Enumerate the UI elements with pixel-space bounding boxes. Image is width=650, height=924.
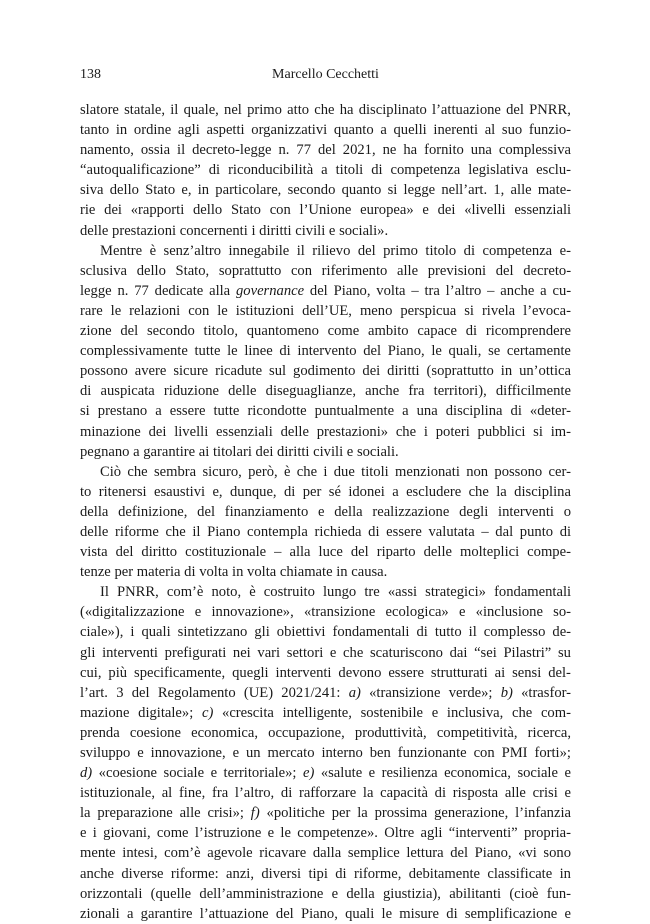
text-line: slatore statale, il quale, nel primo atto che ha disciplinato l’attuazione del PNRR, [80, 102, 571, 118]
body-text [80, 100, 571, 924]
text-line: cui, più specificamente, quegli interventi devono essere strutturati ai sensi del- [80, 664, 571, 681]
text-line: gli interventi prefigurati nei vari settori e che scaturiscono dai “sei Pilastri” su [80, 644, 571, 661]
text-line: di auspicata riduzione delle diseguaglianze, anche fra territori), difficilmente [80, 383, 571, 400]
text-line: ciale»), i quali sintetizzano gli obiettivi fondamentali di tutto il complesso de- [80, 624, 572, 641]
text-line: sviluppo e innovazione, e un mercato interno ben funzionante con PMI forti»; [80, 745, 571, 761]
text-line: mazione digitale»; c) «crescita intelligente, sostenibile e inclusiva, che com- [80, 704, 571, 721]
text-line: sclusiva dello Stato, soprattutto con riferimento alle previsioni del decreto- [80, 262, 572, 279]
paragraph [80, 462, 571, 583]
text-line: delle riforme che il Piano contempla richieda di essere valutata – dal punto di [80, 523, 572, 540]
text-line: Il PNRR, com’è noto, è costruito lungo tre «assi strategici» fondamentali [100, 584, 572, 601]
text-line: siva dello Stato e, in particolare, secondo quanto si legge nell’art. 1, alle mate- [80, 182, 572, 199]
text-line: rare le relazioni con le istituzioni dell’UE, meno perspicua si rivela l’evoca- [80, 302, 571, 319]
text-line: si prestano a essere tutte ricondotte puntualmente a una disciplina di «deter- [80, 403, 571, 420]
text-line: delle prestazioni concernenti i diritti civili e sociali». [80, 222, 389, 239]
text-line: zione del secondo titolo, quantomeno come ambito capace di ricomprendere [80, 323, 571, 340]
text-line: Mentre è senz’altro innegabile il rilievo del primo titolo di competenza e- [100, 242, 571, 259]
paragraph [80, 241, 571, 462]
text-line: l’art. 3 del Regolamento (UE) 2021/241: a) «transizione verde»; b) «trasfor- [80, 684, 572, 701]
text-line: namento, ossia il decreto-legge n. 77 del 2021, ne ha fornito una complessiva [80, 142, 571, 159]
text-line: minazione dei livelli essenziali delle prestazioni» che i poteri pubblici si im- [80, 423, 571, 440]
running-head-author: Marcello Cecchetti [272, 67, 379, 82]
text-line: anche diverse riforme: anzi, diversi tipi di riforme, debitamente classificate in [80, 865, 571, 882]
text-line: vista del diritto costituzionale – alla luce del riparto delle molteplici compe- [80, 544, 571, 561]
text-line: («digitalizzazione e innovazione», «transizione ecologica» e «inclusione so- [80, 604, 572, 621]
text-line: rie dei «rapporti dello Stato con l’Unione europea» e dei «livelli essenziali [80, 202, 572, 219]
paragraph [80, 582, 571, 924]
text-line: Ciò che sembra sicuro, però, è che i due titoli menzionati non possono cer- [100, 463, 571, 480]
text-line: “autoqualificazione” di riconducibilità a titoli di competenza legislativa esclu- [80, 162, 572, 179]
text-line: to ritenersi esaustivi e, dunque, di per sé idonei a escludere che la disciplina [80, 483, 571, 500]
text-line: legge n. 77 dedicate alla governance del Piano, volta – tra l’altro – anche a cu- [80, 282, 572, 299]
text-line: zionali a garantire l’attuazione del Piano, quali le misure di semplificazione e [80, 905, 571, 922]
paragraph [80, 100, 571, 241]
text-line: mente intesi, com’è agevole ricavare dalla semplice lettura del Piano, «vi sono [80, 845, 571, 862]
text-line: possono avere sicure ricadute sul godimento dei diritti (soprattutto in un’ottica [80, 363, 571, 380]
text-line: la preparazione alle crisi»; f) «politiche per la prossima generazione, l’infanzia [80, 805, 571, 822]
text-line: orizzontali (quelle dell’amministrazione e della giustizia), abilitanti (cioè fun- [80, 885, 572, 902]
page-number: 138 [80, 67, 101, 82]
text-line: e i giovani, come l’istruzione e le competenze». Oltre agli “interventi” propria- [80, 825, 571, 842]
text-line: tenze per materia di volta in volta chiamate in causa. [80, 564, 388, 581]
text-line: della definizione, del finanziamento e della realizzazione degli interventi o [80, 503, 571, 520]
text-line: d) «coesione sociale e territoriale»; e) «salute e resilienza economica, sociale e [80, 765, 571, 782]
text-line: istituzionale, al fine, fra l’altro, di rafforzare la capacità di risposta alle crisi e [80, 785, 571, 802]
text-line: prenda coesione economica, occupazione, produttività, competitività, ricerca, [80, 724, 571, 741]
text-line: tanto in ordine agli aspetti organizzativi quanto a quelli inerenti al suo funzio- [80, 122, 572, 139]
text-line: pegnano a garantire ai titolari dei diritti civili e sociali. [80, 443, 399, 460]
text-line: complessivamente tutte le linee di intervento del Piano, le quali, se certamente [80, 343, 571, 360]
